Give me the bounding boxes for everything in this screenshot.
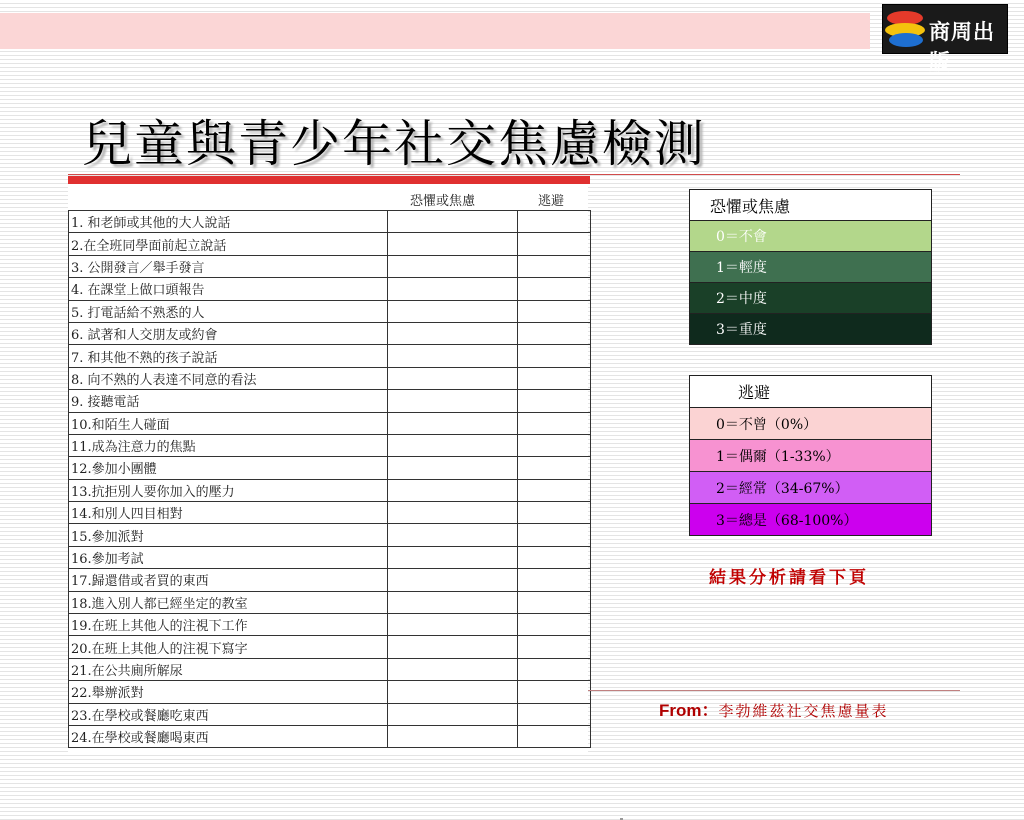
avoid-score-cell <box>518 524 591 546</box>
question-cell: 13.抗拒別人要你加入的壓力 <box>69 479 388 501</box>
fear-score-cell <box>388 614 518 636</box>
fear-score-cell <box>388 233 518 255</box>
fear-score-cell <box>388 434 518 456</box>
header-band <box>0 13 870 49</box>
avoid-score-cell <box>518 322 591 344</box>
table-row <box>69 569 591 591</box>
source-divider <box>588 690 960 691</box>
question-cell: 18.進入別人都已經坐定的教室 <box>69 591 388 613</box>
table-row <box>69 703 591 725</box>
avoid-score-cell <box>518 278 591 300</box>
question-cell: 3. 公開發言／舉手發言 <box>69 255 388 277</box>
question-cell: 8. 向不熟的人表達不同意的看法 <box>69 367 388 389</box>
table-row <box>69 681 591 703</box>
fear-score-cell <box>388 591 518 613</box>
table-row <box>69 300 591 322</box>
question-cell: 23.在學校或餐廳吃東西 <box>69 703 388 725</box>
table-row <box>69 434 591 456</box>
avoid-score-cell <box>518 502 591 524</box>
questionnaire-scan <box>68 184 588 752</box>
question-cell: 16.參加考試 <box>69 546 388 568</box>
question-cell: 11.成為注意力的焦點 <box>69 434 388 456</box>
avoid-score-cell <box>518 300 591 322</box>
fear-score-cell <box>388 502 518 524</box>
questionnaire-table <box>68 210 591 748</box>
table-row <box>69 233 591 255</box>
fear-legend-row: 2＝中度 <box>690 283 932 314</box>
question-cell: 7. 和其他不熟的孩子說話 <box>69 345 388 367</box>
fear-score-cell <box>388 479 518 501</box>
table-row <box>69 658 591 680</box>
fear-score-cell <box>388 546 518 568</box>
fear-score-cell <box>388 300 518 322</box>
avoid-score-cell <box>518 546 591 568</box>
avoid-score-cell <box>518 367 591 389</box>
result-note: 結果分析請看下頁 <box>709 568 869 588</box>
table-row <box>69 479 591 501</box>
questionnaire-header <box>68 184 588 210</box>
fear-legend-row: 0＝不會 <box>690 221 932 252</box>
fear-score-cell <box>388 390 518 412</box>
fear-legend-table <box>689 189 932 345</box>
table-row <box>69 278 591 300</box>
table-row <box>69 591 591 613</box>
fear-legend-row: 3＝重度 <box>690 314 932 345</box>
table-row <box>69 502 591 524</box>
fear-score-cell <box>388 725 518 747</box>
fear-score-cell <box>388 457 518 479</box>
question-cell: 4. 在課堂上做口頭報告 <box>69 278 388 300</box>
avoid-score-cell <box>518 591 591 613</box>
table-row <box>69 636 591 658</box>
question-cell: 14.和別人四目相對 <box>69 502 388 524</box>
fear-legend-header: 恐懼或焦慮 <box>690 190 932 221</box>
question-cell: 1. 和老師或其他的大人說話 <box>69 211 388 233</box>
avoid-score-cell <box>518 681 591 703</box>
fear-score-cell <box>388 681 518 703</box>
avoid-score-cell <box>518 658 591 680</box>
avoid-legend-table <box>689 375 932 536</box>
question-cell: 5. 打電話給不熟悉的人 <box>69 300 388 322</box>
source-label: From： <box>659 701 719 720</box>
logo-mark-blue <box>889 33 923 47</box>
avoid-score-cell <box>518 390 591 412</box>
avoid-score-cell <box>518 479 591 501</box>
question-cell: 22.舉辦派對 <box>69 681 388 703</box>
avoid-score-cell <box>518 614 591 636</box>
avoid-legend-row: 2＝經常（34-67%） <box>690 472 932 504</box>
table-row <box>69 255 591 277</box>
page-title: 兒童與青少年社交焦慮檢測 <box>82 115 706 173</box>
fear-score-cell <box>388 278 518 300</box>
avoid-score-cell <box>518 233 591 255</box>
table-row <box>69 412 591 434</box>
avoid-score-cell <box>518 569 591 591</box>
fear-score-cell <box>388 524 518 546</box>
avoid-legend-row: 1＝偶爾（1-33%） <box>690 440 932 472</box>
publisher-logo <box>882 4 1008 74</box>
avoid-legend-row: 0＝不曾（0%） <box>690 408 932 440</box>
avoid-score-cell <box>518 703 591 725</box>
fear-score-cell <box>388 412 518 434</box>
table-row <box>69 457 591 479</box>
question-cell: 12.參加小團體 <box>69 457 388 479</box>
table-row <box>69 211 591 233</box>
question-cell: 17.歸還借或者買的東西 <box>69 569 388 591</box>
col-header-fear: 恐懼或焦慮 <box>410 194 476 209</box>
fear-score-cell <box>388 322 518 344</box>
source-name: 李勃維茲社交焦慮量表 <box>718 702 889 720</box>
table-row <box>69 345 591 367</box>
fear-score-cell <box>388 211 518 233</box>
logo-text: 商周出版 <box>929 20 995 74</box>
avoid-score-cell <box>518 345 591 367</box>
fear-legend-row: 1＝輕度 <box>690 252 932 283</box>
table-row <box>69 322 591 344</box>
question-cell: 15.參加派對 <box>69 524 388 546</box>
table-row <box>69 390 591 412</box>
avoid-legend-row: 3＝總是（68-100%） <box>690 504 932 536</box>
question-cell: 9. 接聽電話 <box>69 390 388 412</box>
question-cell: 24.在學校或餐廳喝東西 <box>69 725 388 747</box>
table-row <box>69 614 591 636</box>
question-cell: 20.在班上其他人的注視下寫字 <box>69 636 388 658</box>
table-row <box>69 367 591 389</box>
title-accent-bar <box>68 176 590 184</box>
fear-score-cell <box>388 703 518 725</box>
fear-score-cell <box>388 569 518 591</box>
avoid-score-cell <box>518 457 591 479</box>
fear-score-cell <box>388 636 518 658</box>
fear-score-cell <box>388 255 518 277</box>
question-cell: 19.在班上其他人的注視下工作 <box>69 614 388 636</box>
avoid-score-cell <box>518 255 591 277</box>
col-header-avoid: 逃避 <box>538 194 565 209</box>
table-row <box>69 524 591 546</box>
fear-score-cell <box>388 367 518 389</box>
fear-score-cell <box>388 345 518 367</box>
avoid-score-cell <box>518 434 591 456</box>
question-cell: 10.和陌生人碰面 <box>69 412 388 434</box>
question-cell: 21.在公共廁所解尿 <box>69 658 388 680</box>
table-row <box>69 546 591 568</box>
avoid-score-cell <box>518 636 591 658</box>
question-cell: 2.在全班同學面前起立說話 <box>69 233 388 255</box>
source-citation <box>659 696 889 721</box>
table-row <box>69 725 591 747</box>
avoid-legend-header: 逃避 <box>690 376 932 408</box>
title-divider <box>68 174 960 175</box>
fear-score-cell <box>388 658 518 680</box>
avoid-score-cell <box>518 725 591 747</box>
avoid-score-cell <box>518 412 591 434</box>
avoid-score-cell <box>518 211 591 233</box>
question-cell: 6. 試著和人交朋友或約會 <box>69 322 388 344</box>
